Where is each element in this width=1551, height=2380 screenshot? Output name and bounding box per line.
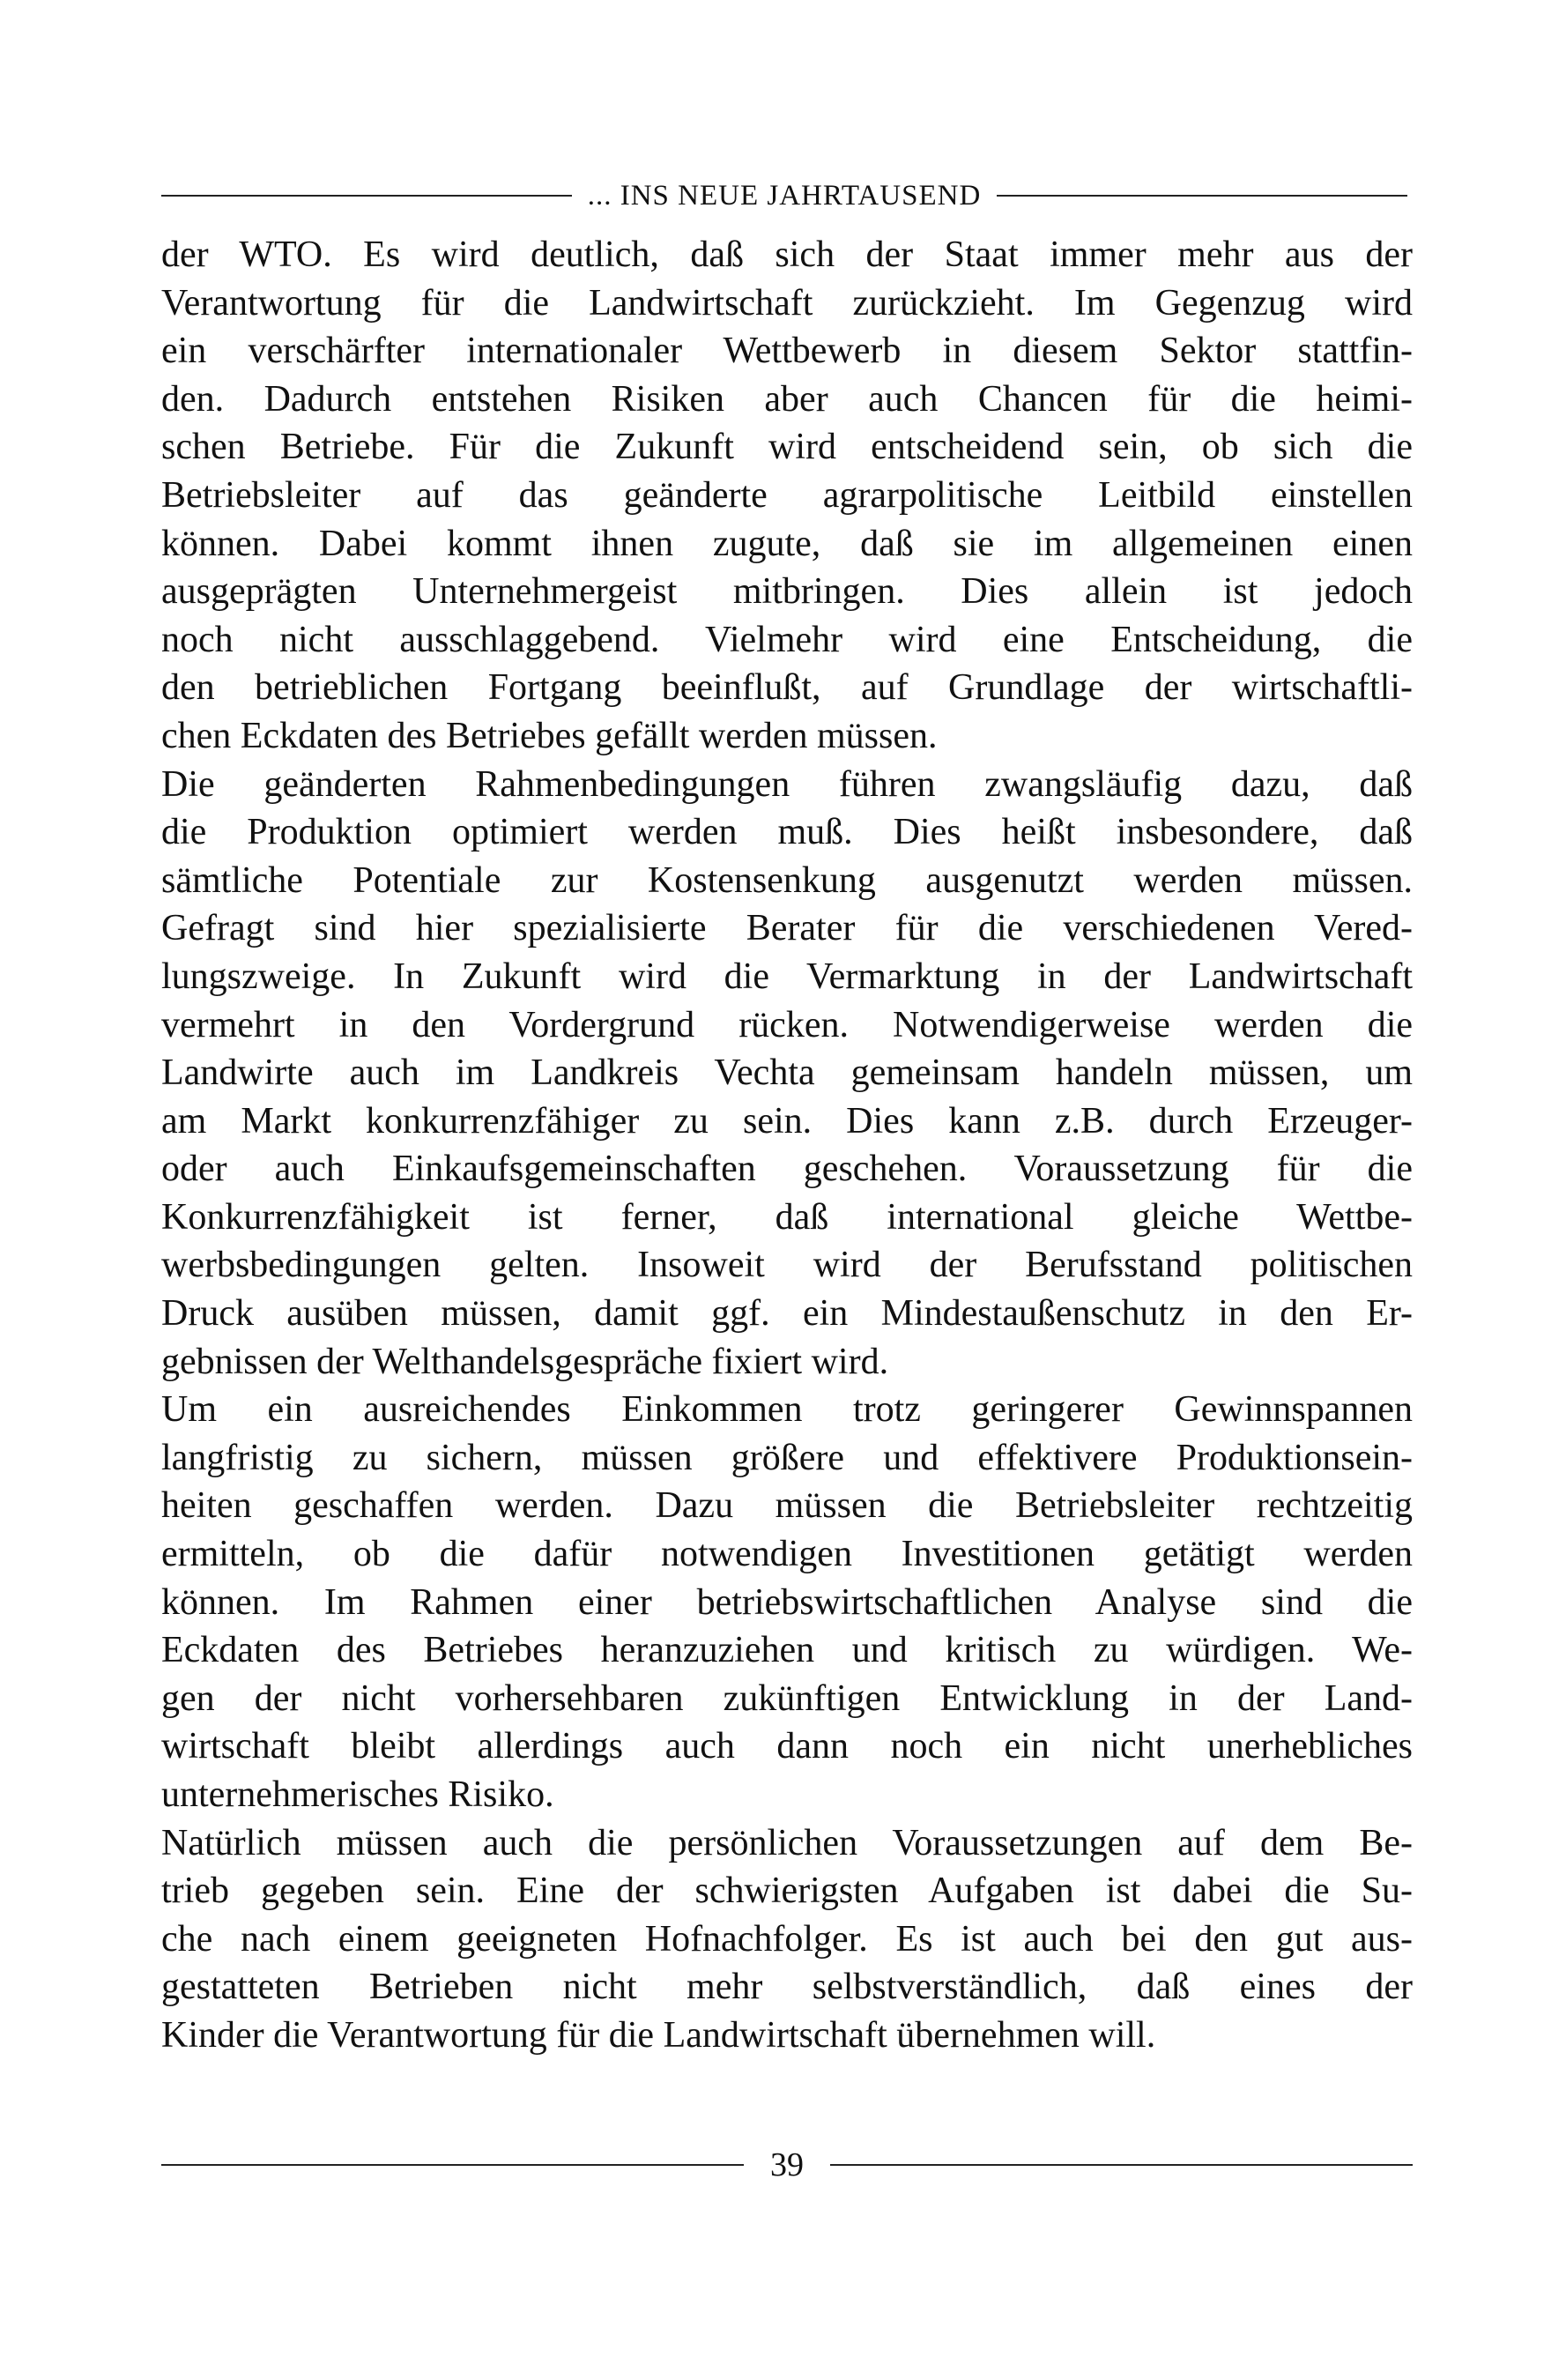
text-line: den. Dadurch entstehen Risiken aber auch Chancen für die heimi-: [161, 378, 1413, 420]
text-line: können. Dabei kommt ihnen zugute, daß sie im allgemeinen einen: [161, 523, 1413, 564]
header-rule-right: [997, 195, 1407, 197]
text-line: Natürlich müssen auch die persönlichen Voraussetzungen auf dem Be-: [161, 1822, 1413, 1863]
text-line: lungszweige. In Zukunft wird die Vermarktung in der Landwirtschaft: [161, 956, 1413, 997]
text-line: Eckdaten des Betriebes heranzuziehen und kritisch zu würdigen. We-: [161, 1630, 1413, 1671]
text-line: heiten geschaffen werden. Dazu müssen die Betriebsleiter rechtzeitig: [161, 1485, 1413, 1527]
footer-rule-right: [830, 2164, 1413, 2166]
text-line: Konkurrenzfähigkeit ist ferner, daß international gleiche Wettbe-: [161, 1196, 1413, 1238]
header-rule-left: [161, 195, 572, 197]
text-line: gen der nicht vorhersehbaren zukünftigen Entwicklung in der Land-: [161, 1677, 1413, 1719]
text-line: Kinder die Verantwortung für die Landwirtschaft übernehmen will.: [161, 2014, 1156, 2056]
text-line: Druck ausüben müssen, damit ggf. ein Mindestaußenschutz in den Er-: [161, 1293, 1413, 1335]
paragraph: [161, 1386, 1413, 1818]
text-line: Betriebsleiter auf das geänderte agrarpolitische Leitbild einstellen: [161, 474, 1413, 516]
text-line: wirtschaft bleibt allerdings auch dann noch ein nicht unerhebliches: [161, 1726, 1413, 1767]
text-line: noch nicht ausschlaggebend. Vielmehr wird eine Entscheidung, die: [161, 619, 1413, 660]
paragraph: [161, 761, 1413, 1387]
text-line: vermehrt in den Vordergrund rücken. Notwendigerweise werden die: [161, 1004, 1413, 1045]
text-line: Die geänderten Rahmenbedingungen führen zwangsläufig dazu, daß: [161, 763, 1413, 805]
text-line: am Markt konkurrenzfähiger zu sein. Dies kann z.B. durch Erzeuger-: [161, 1100, 1413, 1142]
text-line: schen Betriebe. Für die Zukunft wird entscheidend sein, ob sich die: [161, 427, 1413, 468]
text-line: ermitteln, ob die dafür notwendigen Investitionen getätigt werden: [161, 1534, 1413, 1575]
text-line: ausgeprägten Unternehmergeist mitbringen. Dies allein ist jedoch: [161, 571, 1413, 613]
running-header-title: ... INS NEUE JAHRTAUSEND: [587, 179, 982, 212]
text-line: Verantwortung für die Landwirtschaft zurückzieht. Im Gegenzug wird: [161, 282, 1413, 324]
text-line: ein verschärfter internationaler Wettbewerb in diesem Sektor stattfin-: [161, 331, 1413, 372]
text-line: können. Im Rahmen einer betriebswirtschaftlichen Analyse sind die: [161, 1581, 1413, 1623]
text-line: langfristig zu sichern, müssen größere und effektivere Produktionsein-: [161, 1437, 1413, 1478]
text-line: Um ein ausreichendes Einkommen trotz geringerer Gewinnspannen: [161, 1389, 1413, 1431]
paragraph: [161, 1819, 1413, 2060]
text-line: werbsbedingungen gelten. Insoweit wird der Berufsstand politischen: [161, 1245, 1413, 1286]
text-line: gestatteten Betrieben nicht mehr selbstverständlich, daß eines der: [161, 1967, 1413, 2008]
text-line: che nach einem geeigneten Hofnachfolger. Es ist auch bei den gut aus-: [161, 1918, 1413, 1960]
text-line: gebnissen der Welthandelsgespräche fixiert wird.: [161, 1341, 889, 1382]
body-text: [161, 231, 1413, 2060]
text-line: Landwirte auch im Landkreis Vechta gemeinsam handeln müssen, um: [161, 1052, 1413, 1094]
paragraph: [161, 231, 1413, 761]
page-footer: [161, 2138, 1413, 2191]
running-header: [161, 175, 1407, 217]
text-line: unternehmerisches Risiko.: [161, 1774, 554, 1815]
text-line: der WTO. Es wird deutlich, daß sich der Staat immer mehr aus der: [161, 234, 1413, 275]
text-line: Gefragt sind hier spezialisierte Berater für die verschiedenen Vered-: [161, 908, 1413, 949]
text-line: sämtliche Potentiale zur Kostensenkung ausgenutzt werden müssen.: [161, 859, 1413, 901]
text-line: oder auch Einkaufsgemeinschaften geschehen. Voraussetzung für die: [161, 1149, 1413, 1190]
text-line: die Produktion optimiert werden muß. Dies heißt insbesondere, daß: [161, 812, 1413, 853]
text-line: trieb gegeben sein. Eine der schwierigsten Aufgaben ist dabei die Su-: [161, 1871, 1413, 1912]
footer-rule-left: [161, 2164, 744, 2166]
text-line: den betrieblichen Fortgang beeinflußt, auf Grundlage der wirtschaftli-: [161, 667, 1413, 709]
text-line: chen Eckdaten des Betriebes gefällt werden müssen.: [161, 715, 938, 756]
page-number: 39: [770, 2146, 804, 2183]
